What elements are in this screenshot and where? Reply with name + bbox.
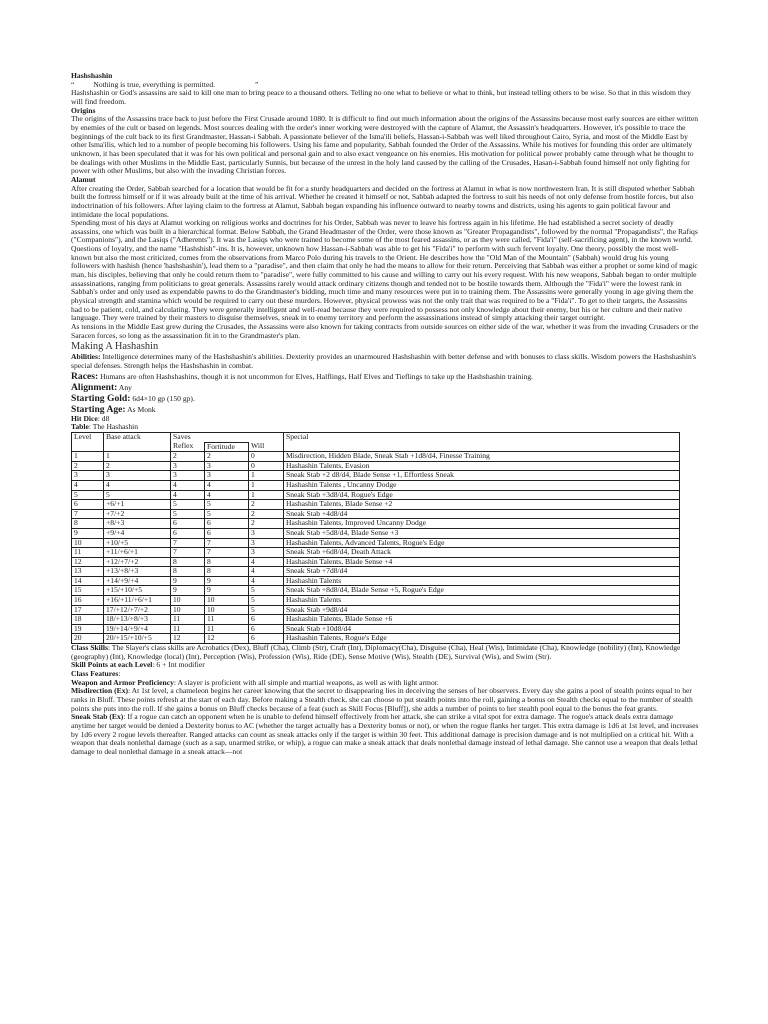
cell-will: 0 xyxy=(249,461,284,471)
document-page xyxy=(71,72,699,757)
sneak-stab-text: : If a rogue can catch an opponent when he is unable to defend himself effectively from her attack, she can strike a vital spot for extra damage. The rogue's attack deals extra damage anytime her target would be denied a Dexterity bonus to AC (whether the target actually has a Dexterity bonus or not), or when the rogue flanks her target. This extra damage is 1d6 at 1st level, and increases by 1d6 every 2 rogue levels thereafter. Ranged attacks can count as sneak attacks only if the target is within 30 feet. This additional damage is precision damage and is not multiplied on a critical hit. With a weapon that deals nonlethal damage (such as a sap, unarmed strike, or whip), a rogue can make a sneak attack that deals nonlethal damage instead of lethal damage. She cannot use a weapon that deals lethal damage to deal nonlethal damage in a sneak attack—not xyxy=(71,712,699,756)
cell-will: 3 xyxy=(249,538,284,548)
features-text: : xyxy=(118,669,121,678)
cell-will: 2 xyxy=(249,509,284,519)
cell-reflex: 3 xyxy=(171,461,205,471)
header-base-attack: Base attack xyxy=(104,432,171,451)
cell-special: Sneak Stab +5d8/d4, Blade Sense +3 xyxy=(284,528,680,538)
cell-fortitude: 7 xyxy=(205,548,249,558)
hitdice-line xyxy=(71,415,699,424)
alamut-paragraph-3: As tensions in the Middle East grew during the Crusades, the Assassins were also known for taking contracts from outside sources on either side of the war, whether it was from the invading Crusaders or the Saracen forces, so long as the assassination fit in to the Grandmaster's plan. xyxy=(71,322,699,340)
misdirection-paragraph xyxy=(71,687,699,713)
cell-will: 2 xyxy=(249,519,284,529)
table-row xyxy=(72,519,680,529)
header-fortitude: Fortitude xyxy=(205,442,249,452)
intro-paragraph: Hashshashin or God's assassins are said to kill one man to bring peace to a thousand others. Telling no one what to believe or what to think, but instead telling others to be wise. So that in this wisdom they will find freedom. xyxy=(71,88,691,106)
cell-special: Hashashin Talents, Rogue's Edge xyxy=(284,634,680,644)
cell-reflex: 9 xyxy=(171,576,205,586)
age-text: As Monk xyxy=(127,404,156,414)
cell-base-attack: +13/+8/+3 xyxy=(104,567,171,577)
abilities-line xyxy=(71,353,699,370)
table-row xyxy=(72,480,680,490)
table-row xyxy=(72,509,680,519)
cell-fortitude: 12 xyxy=(205,634,249,644)
cell-reflex: 7 xyxy=(171,538,205,548)
cell-base-attack: +14/+9/+4 xyxy=(104,576,171,586)
table-header-row xyxy=(72,432,680,442)
cell-special: Sneak Stab +8d8/d4, Blade Sense +5, Rogue's Edge xyxy=(284,586,680,596)
skillpts-line xyxy=(71,661,699,670)
cell-level: 6 xyxy=(72,500,104,510)
cell-level: 5 xyxy=(72,490,104,500)
cell-fortitude: 10 xyxy=(205,596,249,606)
table-row xyxy=(72,605,680,615)
cell-special: Hashashin Talents , Uncanny Dodge xyxy=(284,480,680,490)
races-label: Races: xyxy=(71,370,99,382)
races-line xyxy=(71,371,699,382)
cell-will: 1 xyxy=(249,490,284,500)
cell-base-attack: 18/+13/+8/+3 xyxy=(104,615,171,625)
cell-level: 18 xyxy=(72,615,104,625)
cell-reflex: 4 xyxy=(171,490,205,500)
hitdice-label: Hit Dice xyxy=(71,413,98,423)
skillpts-text: : 6 + Int modifier xyxy=(152,660,205,670)
table-row xyxy=(72,500,680,510)
features-label: Class Features xyxy=(71,669,119,678)
cell-special: Hashashin Talents, Blade Sense +4 xyxy=(284,557,680,567)
cell-fortitude: 3 xyxy=(205,461,249,471)
cell-level: 14 xyxy=(72,576,104,586)
cell-will: 2 xyxy=(249,500,284,510)
gold-label: Starting Gold: xyxy=(71,392,131,404)
cell-will: 5 xyxy=(249,596,284,606)
cell-reflex: 5 xyxy=(171,500,205,510)
alignment-text: Any xyxy=(118,382,132,392)
cell-reflex: 5 xyxy=(171,509,205,519)
cell-base-attack: +11/+6/+1 xyxy=(104,548,171,558)
header-level: Level xyxy=(72,432,104,451)
table-row xyxy=(72,557,680,567)
cell-level: 2 xyxy=(72,461,104,471)
cell-fortitude: 7 xyxy=(205,538,249,548)
table-row xyxy=(72,471,680,481)
cell-level: 16 xyxy=(72,596,104,606)
cell-base-attack: 2 xyxy=(104,461,171,471)
cell-reflex: 11 xyxy=(171,624,205,634)
cell-base-attack: +15/+10/+5 xyxy=(104,586,171,596)
table-row xyxy=(72,576,680,586)
table-row xyxy=(72,528,680,538)
cell-reflex: 7 xyxy=(171,548,205,558)
cell-will: 6 xyxy=(249,615,284,625)
cell-fortitude: 9 xyxy=(205,576,249,586)
cell-base-attack: +16/+11/+6/+1 xyxy=(104,596,171,606)
cell-level: 10 xyxy=(72,538,104,548)
cell-fortitude: 6 xyxy=(205,528,249,538)
cell-fortitude: 4 xyxy=(205,490,249,500)
weapon-label: Weapon and Armor Proficiency xyxy=(71,677,174,687)
cell-special: Hashashin Talents xyxy=(284,596,680,606)
cell-will: 1 xyxy=(249,480,284,490)
quote-open: “ xyxy=(71,79,75,89)
table-row xyxy=(72,452,680,462)
cell-base-attack: 20/+15/+10/+5 xyxy=(104,634,171,644)
misdirection-text: : At 1st level, a chameleon begins her career knowing that the secret to disappearing lies in deceiving the senses of her observers. Every day she gains a pool of stealth points equal to her ranks in Bluff. These points refresh at the start of each day. Before making a Stealth check, she can choose to put stealth points into the roll, gaining a bonus on Stealth checks equal to the number of stealth points she puts into the roll. If she gains a bonus on Bluff checks because of a feat (such as Skill Focus [Bluff]), she adds a number of points to her stealth pool equal to the bonus the feat grants. xyxy=(71,686,693,713)
cell-special: Sneak Stab +3d8/d4, Rogue's Edge xyxy=(284,490,680,500)
cell-level: 20 xyxy=(72,634,104,644)
cell-fortitude: 9 xyxy=(205,586,249,596)
cell-base-attack: 3 xyxy=(104,471,171,481)
cell-base-attack: +6/+1 xyxy=(104,500,171,510)
hitdice-text: : d8 xyxy=(97,413,110,423)
cell-special: Hashashin Talents, Advanced Talents, Rogue's Edge xyxy=(284,538,680,548)
cell-fortitude: 5 xyxy=(205,500,249,510)
age-line xyxy=(71,404,699,415)
cell-special: Sneak Stab +2 d8/d4, Blade Sense +1, Effortless Sneak xyxy=(284,471,680,481)
table-row xyxy=(72,567,680,577)
cell-level: 11 xyxy=(72,548,104,558)
cell-base-attack: +10/+5 xyxy=(104,538,171,548)
cell-special: Sneak Stab +4d8/d4 xyxy=(284,509,680,519)
table-row xyxy=(72,586,680,596)
cell-reflex: 8 xyxy=(171,557,205,567)
abilities-label: Abilities: xyxy=(71,352,101,362)
cell-reflex: 3 xyxy=(171,471,205,481)
cell-fortitude: 11 xyxy=(205,624,249,634)
cell-special: Hashashin Talents, Improved Uncanny Dodge xyxy=(284,519,680,529)
cell-base-attack: 1 xyxy=(104,452,171,462)
cell-special: Hashashin Talents, Blade Sense +6 xyxy=(284,615,680,625)
skillpts-label: Skill Points at each Level xyxy=(71,660,153,670)
cell-base-attack: 19/+14/+9/+4 xyxy=(104,624,171,634)
cell-reflex: 4 xyxy=(171,480,205,490)
cell-base-attack: +8/+3 xyxy=(104,519,171,529)
cell-special: Misdirection, Hidden Blade, Sneak Stab +1d8/d4, Finesse Training xyxy=(284,452,680,462)
doc-title: Hashshashin xyxy=(71,71,113,80)
table-caption xyxy=(71,423,699,432)
cell-reflex: 2 xyxy=(171,452,205,462)
cell-fortitude: 6 xyxy=(205,519,249,529)
table-caption-text: : The Hashashin xyxy=(88,422,139,432)
cell-base-attack: 5 xyxy=(104,490,171,500)
table-row xyxy=(72,615,680,625)
table-label: Table xyxy=(71,422,89,432)
cell-will: 6 xyxy=(249,634,284,644)
table-row xyxy=(72,461,680,471)
table-row xyxy=(72,538,680,548)
skills-line xyxy=(71,644,699,661)
weapon-text: : A slayer is proficient with all simple and martial weapons, as well as with light armor. xyxy=(173,677,439,687)
table-row xyxy=(72,596,680,606)
cell-will: 4 xyxy=(249,557,284,567)
cell-will: 6 xyxy=(249,624,284,634)
cell-fortitude: 8 xyxy=(205,567,249,577)
misdirection-label: Misdirection (Ex) xyxy=(71,686,129,696)
cell-base-attack: 4 xyxy=(104,480,171,490)
cell-special: Hashashin Talents, Evasion xyxy=(284,461,680,471)
cell-fortitude: 5 xyxy=(205,509,249,519)
cell-level: 9 xyxy=(72,528,104,538)
cell-special: Sneak Stab +6d8/d4, Death Attack xyxy=(284,548,680,558)
cell-special: Hashashin Talents xyxy=(284,576,680,586)
header-will: Will xyxy=(249,442,284,452)
cell-level: 17 xyxy=(72,605,104,615)
gold-line xyxy=(71,393,699,404)
header-saves: Saves xyxy=(171,432,284,442)
quote-close: ” xyxy=(254,79,259,89)
cell-reflex: 12 xyxy=(171,634,205,644)
table-row xyxy=(72,624,680,634)
gold-text: 6d4×10 gp (150 gp). xyxy=(132,393,195,403)
cell-fortitude: 2 xyxy=(205,452,249,462)
header-special: Special xyxy=(284,432,680,451)
cell-base-attack: +9/+4 xyxy=(104,528,171,538)
cell-base-attack: +12/+7/+2 xyxy=(104,557,171,567)
table-row xyxy=(72,548,680,558)
cell-special: Sneak Stab +10d8/d4 xyxy=(284,624,680,634)
quote-text: Nothing is true, everything is permitted. xyxy=(93,79,216,89)
cell-special: Hashashin Talents, Blade Sense +2 xyxy=(284,500,680,510)
cell-special: Sneak Stab +7d8/d4 xyxy=(284,567,680,577)
making-heading: Making A Hashashin xyxy=(71,341,159,353)
cell-base-attack: 17/+12/+7/+2 xyxy=(104,605,171,615)
cell-reflex: 10 xyxy=(171,596,205,606)
cell-level: 19 xyxy=(72,624,104,634)
cell-level: 3 xyxy=(72,471,104,481)
alamut-paragraph-2: Spending most of his days at Alamut working on religious works and doctrines for his Order, Sabbah was never to leave his fortress again in his lifetime. He had established a secret society of deadly assassins, one which was built in a hierarchical format. Below Sabbah, the Grand Headmaster of the Order, were those known as "Greater Propagandists", followed by the normal "Propagandists", the Rafiqs ("Companions"), and the Lasiqs ("Adherents"). It was the Lasiqs who were trained to become some of the most feared assassins, or as they were called, "Fida'i" (self-sacrificing agent), in the known world. Questions of loyalty, and the name "Hashshish"-ins. It is, however, unknown how Hassan-i-Sabbah was able to get his "Fida'i" to perform with such fervent loyalty. One theory, possibly the most well-known but also the most criticized, comes from the observations from Marco Polo during his travels to the Orient. He describes how the "Old Man of the Mountain" (Sabbah) would drug his young followers with hashish (hence 'hashshashin'), lead them to a "paradise", and then claim that only he had the means to allow for their return. Perceiving that Sabbah was either a prophet or some kind of magic man, his disciples, believing that only he could return them to "paradise", were fully committed to his cause and willing to carry out his every request. With his new weapons, Sabbah began to order multiple assassinations, ranging from politicians to great generals. Assassins rarely would attack ordinary citizens though and tended not to be hostile towards them. Although the "Fida'i" were the lowest rank in Sabbah's order and only used as expendable pawns to do the Grandmaster's bidding, much time and many resources were put in to training them. The Assassins were generally young in age giving them the physical strength and stamina which would be required to carry out these murders. However, physical prowess was not the only trait that was required to be a "Fida'i". To get to their targets, the Assassins had to be patient, cold, and calculating. They were generally intelligent and well-read because they were required to possess not only knowledge about their enemy, but his or her culture and their native language. They were trained by their masters to disguise themselves, sneak in to enemy territory and perform the assassinations instead of simply attacking their target outright. xyxy=(71,218,698,323)
cell-reflex: 9 xyxy=(171,586,205,596)
alamut-paragraph-1: After creating the Order, Sabbah searched for a location that would be fit for a sturdy headquarters and decided on the fortress at Alamut in what is now northwestern Iran. It is still disputed whether Sabbah built the fortress himself or if it was already built at the time of his arrival. Whether he created it himself or not, Sabbah adapted the fortress to suit his needs of not only defense from hostile forces, but also indoctrination of his followers. After laying claim to the fortress at Alamut, Sabbah began expanding his influence outward to nearby towns and districts, using his agents to gain political favour and intimidate the local populations. xyxy=(71,183,695,219)
alignment-label: Alignment: xyxy=(71,381,118,393)
cell-level: 4 xyxy=(72,480,104,490)
cell-fortitude: 4 xyxy=(205,480,249,490)
cell-will: 3 xyxy=(249,528,284,538)
abilities-text: Intelligence determines many of the Hashshashin's abilities. Dexterity provides an unarmoured Hashshashin with better defense and with bonuses to class skills. Wisdom powers the Hashshashin's special defenses. Strength helps the Hashshashin in combat. xyxy=(71,352,697,370)
alignment-line xyxy=(71,382,699,393)
sneak-stab-paragraph xyxy=(71,713,699,756)
cell-level: 15 xyxy=(72,586,104,596)
cell-fortitude: 10 xyxy=(205,605,249,615)
cell-will: 4 xyxy=(249,576,284,586)
cell-reflex: 11 xyxy=(171,615,205,625)
cell-will: 4 xyxy=(249,567,284,577)
cell-level: 12 xyxy=(72,557,104,567)
origins-paragraph: The origins of the Assassins trace back to just before the First Crusade around 1080. It is difficult to find out much information about the origins of the Assassins because most early sources are either written by enemies of the cult or based on legends. Most sources dealing with the order's inner working were destroyed with the capture of Alamut, the Assassin's headquarters. However, it's possible to trace the beginnings of the cult back to its first Grandmaster, Hassan-i Sabbah. A passionate believer of the Isma'ili beliefs, Hassan-i-Sabbah was well liked throughout Cairo, Syria, and most of the Middle East by other Isma'ilis, which led to a number of people becoming his followers. Using his fame and popularity, Sabbah founded the Order of the Assassins. While his motives for founding this order are ultimately unknown, it has been speculated that it was for his own political and personal gain and to also exact vengeance on his enemies. His motivation for political power probably came through what he thought to be dealings with other Muslims in the Middle East, particularly Sunnis, but because of the unrest in the holy land caused by the calling of the Crusades, Hasan-i-Sabbah found himself not only fighting for power with other Muslims, but also with the invading Christian forces. xyxy=(71,114,699,176)
cell-reflex: 6 xyxy=(171,519,205,529)
cell-level: 13 xyxy=(72,567,104,577)
cell-level: 7 xyxy=(72,509,104,519)
cell-fortitude: 8 xyxy=(205,557,249,567)
cell-level: 8 xyxy=(72,519,104,529)
cell-fortitude: 11 xyxy=(205,615,249,625)
cell-base-attack: +7/+2 xyxy=(104,509,171,519)
cell-will: 0 xyxy=(249,452,284,462)
alamut-heading: Alamut xyxy=(71,174,96,184)
cell-fortitude: 3 xyxy=(205,471,249,481)
cell-will: 3 xyxy=(249,548,284,558)
header-reflex: Reflex xyxy=(171,442,205,452)
skills-text: : The Slayer's class skills are Acrobatics (Dex), Bluff (Cha), Climb (Str), Craft (Int), Diplomacy(Cha), Disguise (Cha), Heal (Wis), Intimidate (Cha), Knowledge (nobility) (Int), Knowledge (geography) (Int), Knowledge (local) (Int), Perception (Wis), Profession (Wis), Ride (DE), Sense Motive (Wis), Stealth (DE), Survival (Wis), and Swim (Str). xyxy=(71,643,681,661)
skills-label: Class Skills xyxy=(71,643,108,653)
cell-reflex: 6 xyxy=(171,528,205,538)
races-text: Humans are often Hashshashins, though it is not uncommon for Elves, Halflings, Half Elves and Tieflings to take up the Hashshashin training. xyxy=(100,371,534,381)
age-label: Starting Age: xyxy=(71,403,126,415)
cell-will: 5 xyxy=(249,586,284,596)
cell-special: Sneak Stab +9d8/d4 xyxy=(284,605,680,615)
cell-will: 5 xyxy=(249,605,284,615)
origins-heading: Origins xyxy=(71,105,96,115)
hashashin-table xyxy=(71,432,680,644)
cell-will: 1 xyxy=(249,471,284,481)
cell-reflex: 10 xyxy=(171,605,205,615)
table-row xyxy=(72,490,680,500)
cell-reflex: 8 xyxy=(171,567,205,577)
sneak-stab-label: Sneak Stab (Ex) xyxy=(71,712,124,722)
cell-level: 1 xyxy=(72,452,104,462)
